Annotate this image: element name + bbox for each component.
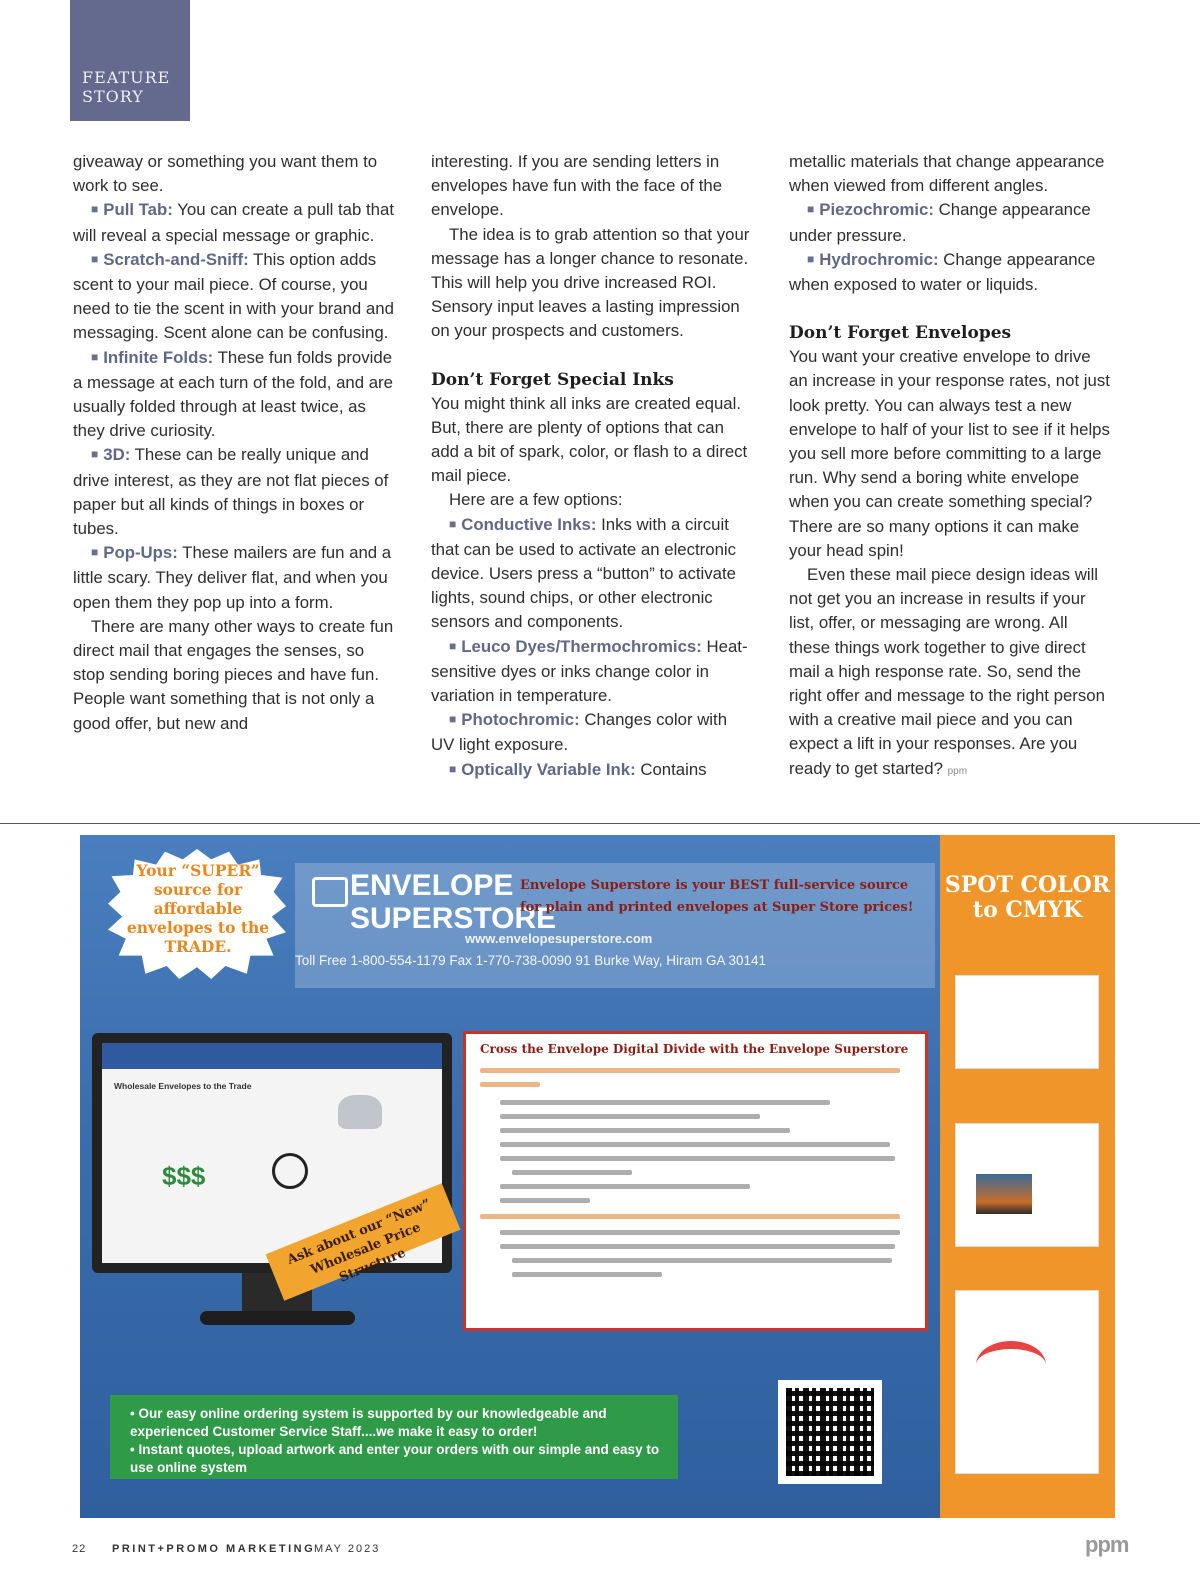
heading-envelopes: Don’t Forget Envelopes (789, 323, 1012, 344)
box-text-line (480, 1068, 900, 1073)
page-number: 22 (72, 1543, 87, 1555)
publication-name: PRINT+PROMO MARKETING (112, 1543, 316, 1555)
article-column-2 (431, 150, 753, 783)
col2-paragraph-3: You might think all inks are created equal. But, there are plenty of options that can add a bit of spark, color, or flash to a direct mail piece. (431, 393, 748, 486)
box-text-line (512, 1170, 632, 1175)
digital-divide-box (463, 1031, 928, 1331)
article-column-3 (789, 150, 1111, 784)
box-text-line (500, 1100, 830, 1105)
monitor-base (200, 1311, 355, 1325)
col3-bullet-hydrochromic: ■ Hydrochromic: Change appearance when exposed to water or liquids. (789, 249, 1096, 295)
qr-pattern (786, 1388, 874, 1476)
section-divider (0, 823, 1200, 824)
sunset-photo (976, 1174, 1032, 1214)
dollar-icon: $$$ (162, 1161, 206, 1191)
col2-bullet-leuco-dyes: ■ Leuco Dyes/Thermochromics: Heat-sensitive dyes or inks change color in variation in temperature. (431, 636, 748, 706)
col1-paragraph-1: giveaway or something you want them to work to see. (73, 152, 378, 196)
end-mark: ppm (947, 765, 968, 777)
price-structure-stamp: Ask about our “New” Wholesale Price Structure (266, 1183, 461, 1301)
sample-card-2 (955, 1123, 1099, 1247)
sample-card-1 (955, 975, 1099, 1069)
col1-paragraph-2: There are many other ways to create fun direct mail that engages the senses, so stop sending boring pieces and have fun. People want something that is not only a good offer, but new and (73, 616, 394, 733)
issue-date: MAY 2023 (314, 1543, 381, 1555)
box-text-line (500, 1198, 590, 1203)
box-text-line (500, 1244, 895, 1249)
col2-paragraph-4: Here are a few options: (449, 490, 623, 510)
box-text-line (500, 1230, 900, 1235)
col2-paragraph-2: The idea is to grab attention so that your message has a longer chance to resonate. This will help you drive increased ROI. Sensory input leaves a lasting impression on your prospects and customers. (431, 224, 750, 341)
box-text-line (500, 1128, 790, 1133)
box-text-line (480, 1082, 540, 1087)
box-text-line (480, 1214, 900, 1219)
spot-color-heading: SPOT COLOR to CMYK (944, 872, 1111, 923)
col3-paragraph-1: metallic materials that change appearance when viewed from different angles. (789, 152, 1105, 196)
box-text-line (500, 1184, 750, 1189)
ad-orange-panel (940, 835, 1115, 1518)
ordering-info-text: • Our easy online ordering system is supported by our knowledgeable and experienced Customer Service Staff....we make it easy to order! • Instant quotes, upload artwork and enter your orders with our simple and easy to use online system (130, 1406, 660, 1475)
qr-code[interactable] (778, 1380, 882, 1484)
handshake-icon (338, 1095, 382, 1129)
rainbow-graphic (976, 1341, 1046, 1389)
ad-website: www.envelopesuperstore.com (465, 931, 653, 946)
envelope-superstore-ad (80, 835, 1115, 1518)
sample-card-3 (955, 1290, 1099, 1474)
col2-bullet-conductive-inks: ■ Conductive Inks: Inks with a circuit that can be used to activate an electronic device. Users press a “button” to activate lights, sound chips, or other electronic sensors and components. (431, 514, 737, 632)
col1-bullet-infinite-folds: ■ Infinite Folds: These fun folds provide a message at each turn of the fold, and are usually folded through at least twice, as they drive curiosity. (73, 347, 393, 441)
ordering-info-banner (110, 1395, 678, 1479)
screen-nav-bar (102, 1043, 442, 1069)
col1-bullet-scratch-and-sniff: ■ Scratch-and-Sniff: This option adds scent to your mail piece. Of course, you need to tie the scent in with your brand and messaging. Scent alone can be confusing. (73, 249, 394, 343)
ad-logo: ENVELOPE SUPERSTORE (350, 869, 557, 935)
col2-bullet-optically-variable: ■ Optically Variable Ink: Contains (449, 759, 707, 779)
box-text-line (500, 1114, 760, 1119)
col1-bullet-pop-ups: ■ Pop-Ups: These mailers are fun and a little scary. They deliver flat, and when you open them they pop up into a form. (73, 543, 392, 612)
ad-tagline: Envelope Superstore is your BEST full-service source for plain and printed envelopes at Super Store prices! (520, 878, 914, 915)
ad-contact-info: Toll Free 1-800-554-1179 Fax 1-770-738-0090 91 Burke Way, Hiram GA 30141 (295, 953, 767, 968)
ppm-logo: ppm (1085, 1532, 1129, 1557)
section-tag (70, 0, 190, 121)
box-text-line (512, 1272, 662, 1277)
col3-bullet-piezochromic: ■ Piezochromic: Change appearance under pressure. (789, 200, 1091, 245)
heading-special-inks: Don’t Forget Special Inks (431, 369, 674, 390)
target-icon (272, 1153, 308, 1189)
article-column-1 (73, 150, 395, 736)
col2-bullet-photochromic: ■ Photochromic: Changes color with UV light exposure. (431, 710, 728, 755)
col3-paragraph-3: Even these mail piece design ideas will not get you an increase in results if your list, offer, or messaging are wrong. All these things work together to give direct mail a high response rate. So, send the right offer and message to the right person with a creative mail piece and you can expect a lift in your responses. Are you ready to get started? ppm (789, 565, 1105, 778)
col1-bullet-pull-tab: ■ Pull Tab: You can create a pull tab that will reveal a special message or graphic. (73, 200, 394, 245)
envelope-logo-icon (312, 877, 348, 907)
col1-bullet-3d: ■ 3D: These can be really unique and drive interest, as they are not flat pieces of paper but all kinds of things in boxes or tubes. (73, 445, 389, 539)
screen-title: Wholesale Envelopes to the Trade (114, 1081, 252, 1091)
section-tag-line2: STORY (82, 87, 144, 106)
col2-paragraph-1: interesting. If you are sending letters in envelopes have fun with the face of the envelope. (431, 152, 723, 220)
box-text-line (512, 1258, 892, 1263)
section-tag-line1: FEATURE (82, 68, 171, 87)
box-text-line (500, 1156, 895, 1161)
starburst-text: Your “SUPER” source for affordable envelopes to the TRADE. (126, 861, 270, 956)
col3-paragraph-2: You want your creative envelope to drive an increase in your response rates, not just look pretty. You can always test a new envelope to half of your list to see if it helps you sell more before committing to a large run. Why send a boring white envelope when you can create something special? There are so many options it can make your head spin! (789, 347, 1110, 560)
digital-divide-title: Cross the Envelope Digital Divide with the Envelope Superstore (480, 1042, 909, 1056)
box-text-line (500, 1142, 890, 1147)
